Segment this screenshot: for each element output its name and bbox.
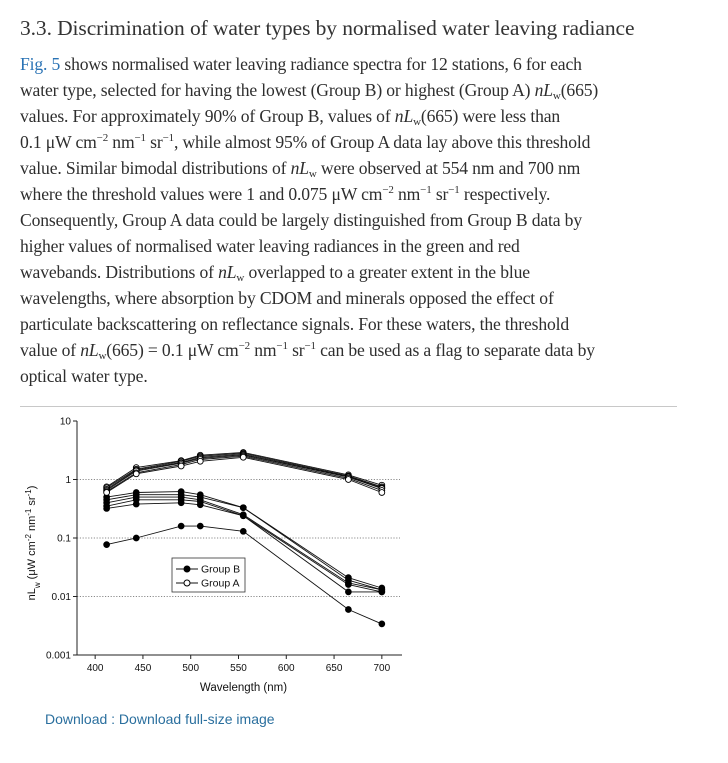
download-full-size-image-link[interactable]: Download : Download full-size image <box>45 711 275 727</box>
group-a-data-point <box>133 471 139 477</box>
text-segment: nL <box>534 80 553 100</box>
y-axis-label-part: sr <box>26 496 38 509</box>
x-tick-label: 700 <box>373 663 391 674</box>
paragraph-line <box>20 233 700 259</box>
y-axis-label-part: -1 <box>23 489 33 497</box>
text-segment: −2 <box>238 340 250 352</box>
group-b-data-point <box>345 582 351 588</box>
y-tick-label: 0.1 <box>57 533 71 545</box>
text-segment: w <box>98 350 107 362</box>
group-b-data-point <box>197 502 203 508</box>
paragraph-line <box>20 311 700 337</box>
legend-label: Group A <box>201 577 240 590</box>
text-segment: nm <box>249 340 277 360</box>
text-segment: sr <box>145 132 163 152</box>
group-a-data-point <box>240 454 246 460</box>
text-segment: nL <box>290 158 309 178</box>
divider <box>20 406 677 407</box>
text-segment: nm <box>108 132 135 152</box>
text-segment: (665) <box>560 80 599 100</box>
x-tick-label: 650 <box>325 663 343 674</box>
text-segment: nm <box>393 184 421 204</box>
section-heading: 3.3. Discrimination of water types by normalised water leaving radiance <box>20 16 635 40</box>
text-segment: (665) were less than <box>420 106 561 126</box>
x-tick-label: 450 <box>134 663 152 674</box>
paragraph-line <box>20 181 700 207</box>
text-segment: −1 <box>448 184 460 196</box>
text-segment: water type, selected for having the lowest (Group B) or highest (Group A) <box>20 80 535 100</box>
group-b-data-point <box>197 523 203 529</box>
y-tick-label: 0.001 <box>45 650 71 662</box>
y-axis-label-part: w <box>32 582 42 589</box>
text-segment: nL <box>394 106 414 126</box>
text-segment: (665) = 0.1 μW cm <box>106 340 239 360</box>
text-segment: values. For approximately 90% of Group B, values of <box>20 106 395 126</box>
text-segment: −2 <box>382 184 394 196</box>
y-axis-label-part: (μW cm <box>26 541 38 583</box>
group-a-data-point <box>379 490 385 496</box>
figure-5-chart <box>20 410 412 702</box>
text-segment: w <box>308 168 317 180</box>
group-b-data-point <box>379 621 385 627</box>
text-segment: particulate backscattering on reflectance signals. For these waters, the threshold <box>20 314 570 334</box>
paragraph-line <box>20 207 700 233</box>
group-b-data-point <box>178 500 184 506</box>
x-tick-label: 600 <box>277 663 295 674</box>
y-tick-label: 1 <box>65 475 71 486</box>
legend-marker <box>184 580 190 586</box>
text-segment: wavebands. Distributions of <box>20 262 219 282</box>
paragraph-line <box>20 363 700 389</box>
text-segment: w <box>552 90 561 102</box>
group-b-data-point <box>379 589 385 595</box>
group-b-data-point <box>133 501 139 507</box>
text-segment: −1 <box>304 340 316 352</box>
y-tick-label: 0.01 <box>51 592 71 603</box>
group-a-data-point <box>104 490 110 496</box>
legend-marker <box>184 566 190 572</box>
x-tick-label: 400 <box>86 663 104 674</box>
x-axis-label: Wavelength (nm) <box>199 682 288 694</box>
y-axis-label-part: nm <box>26 515 38 535</box>
text-segment: were observed at 554 nm and 700 nm <box>316 158 581 178</box>
text-segment: respectively. <box>459 184 551 204</box>
text-segment: wavelengths, where absorption by CDOM and minerals opposed the effect of <box>20 288 554 308</box>
group-b-data-point <box>240 513 246 519</box>
text-segment: optical water type. <box>20 366 148 386</box>
paragraph-line <box>20 337 700 363</box>
figure-5-link[interactable]: Fig. 5 <box>20 54 61 74</box>
text-segment: nL <box>80 340 99 360</box>
chart-legend <box>172 558 245 592</box>
text-segment: value. Similar bimodal distributions of <box>20 158 291 178</box>
text-segment: sr <box>431 184 449 204</box>
group-b-data-point <box>345 589 351 595</box>
y-axis-label-part: nL <box>26 588 38 601</box>
paragraph-line <box>20 129 700 155</box>
group-b-data-point <box>104 542 110 548</box>
y-axis-label-part: ) <box>26 485 38 490</box>
text-segment: can be used as a flag to separate data by <box>315 340 595 360</box>
body-paragraph <box>20 51 700 389</box>
text-segment: −2 <box>96 132 109 144</box>
paragraph-line <box>20 51 700 77</box>
paragraph-line <box>20 285 700 311</box>
group-a-data-point <box>197 458 203 464</box>
paragraph-line <box>20 155 700 181</box>
text-segment: −1 <box>162 132 174 144</box>
text-segment: where the threshold values were 1 and 0.075 μW cm <box>20 184 383 204</box>
group-b-data-point <box>133 535 139 541</box>
text-segment: Consequently, Group A data could be largely distinguished from Group B data by <box>20 210 582 230</box>
text-segment: w <box>236 272 245 284</box>
group-b-data-point <box>104 506 110 512</box>
text-segment: higher values of normalised water leaving radiances in the green and red <box>20 236 520 256</box>
group-a-data-point <box>178 463 184 469</box>
x-tick-label: 550 <box>230 663 247 674</box>
paragraph-line <box>20 259 700 285</box>
text-segment: value of <box>20 340 81 360</box>
y-tick-label: 10 <box>59 416 71 428</box>
text-segment: , while almost 95% of Group A data lay above this threshold <box>173 132 591 152</box>
group-b-data-point <box>345 607 351 613</box>
y-axis-label-part: -2 <box>23 534 33 542</box>
group-b-data-point <box>240 505 246 511</box>
group-b-data-point <box>240 528 246 534</box>
x-tick-label: 500 <box>182 663 200 674</box>
text-segment: 0.1 μW cm <box>20 132 97 152</box>
legend-label: Group B <box>201 563 241 576</box>
text-segment: −1 <box>420 184 432 196</box>
y-axis-label <box>24 486 42 601</box>
text-segment: −1 <box>276 340 288 352</box>
paragraph-line <box>20 77 700 103</box>
text-segment: sr <box>287 340 305 360</box>
text-segment: overlapped to a greater extent in the blue <box>244 262 530 282</box>
y-axis-label-part: -1 <box>23 508 33 516</box>
group-a-data-point <box>345 477 351 483</box>
text-segment: w <box>413 116 421 128</box>
paragraph-line <box>20 103 700 129</box>
text-segment: nL <box>218 262 237 282</box>
group-b-data-point <box>178 523 184 529</box>
text-segment: shows normalised water leaving radiance spectra for 12 stations, 6 for each <box>60 54 582 74</box>
text-segment: −1 <box>134 132 146 144</box>
